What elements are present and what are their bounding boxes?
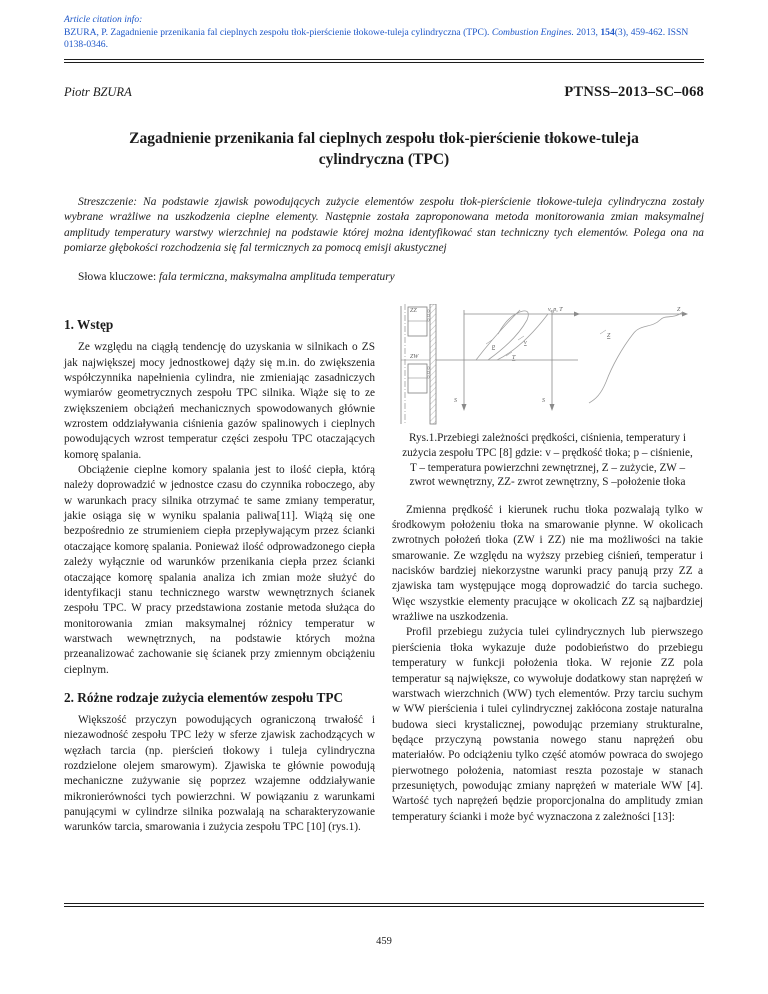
abstract-text: Na podstawie zjawisk powodujących zużycie elementów zespołu tłok-pierścienie tłokowe-tuleja cylindryczna zostały wybrane wrażliwe na uszkodzenia cieplne elementy. Następnie została zaproponowana metoda monitorowania zmian maksymalnej amplitudy temperatury warstwy wierzchniej na podstawie której można identyfikować stan techniczny tych elementów. Polega ona na pomiarze głębokości rozchodzenia się fal termicznych za pomocą emisji akustycznej: [64, 196, 704, 255]
author-row: [64, 84, 704, 101]
fig-label-p: p: [491, 344, 495, 351]
abstract-label: Streszczenie:: [78, 196, 138, 209]
citation-part2: 2013,: [573, 26, 601, 38]
citation-part3: (3), 459-462. ISSN 0138-0346.: [64, 26, 689, 51]
fig-label-s-right: S: [541, 398, 545, 405]
cylinder-section: [401, 304, 436, 424]
fig-label-z-axis: Z: [676, 307, 680, 314]
page-number: 459: [376, 936, 392, 947]
fig-label-vpt: v, p, T: [547, 307, 563, 314]
citation-label: Article citation info:: [64, 14, 143, 25]
citation-volume: 154: [600, 26, 615, 38]
abstract: [64, 195, 704, 256]
paragraph: Profil przebiegu zużycia tulei cylindrycznych lub pierwszego pierścienia tłoka wykazuje duże podobieństwo do przebiegu temperatury w funkcji położenia tłoka. W rejonie ZZ pola temperatur są największe, co wywołuje dodatkowy stan naprężeń w warstwach wierzchnich (WW) tych elementów. Przy tarciu suchym w WW pierścienia i tulei cylindrycznej zakłócona zostaje naturalna budowa sieci krystalicznej, powodując przemiany strukturalne, będące przyczyną powstania nowego stanu naprężeń obu materiałów. Po odciążeniu tylko część atomów powraca do swojego pierwotnego położenia, natomiast reszta pozostaje w stanach przesuniętych, powodując zmiany naprężeń w materiale WW [4]. Wartość tych naprężeń będzie proporcjonalna do amplitudy zmian temperatury ścianki i może być wyznaczona z zależności [13]:: [392, 626, 703, 823]
figure-1: [392, 304, 703, 426]
figure-1-diagram: [400, 304, 696, 426]
two-column-body: [64, 304, 704, 835]
citation-block: [64, 14, 704, 52]
citation-text: [64, 27, 688, 51]
keywords-text: fala termiczna, maksymalna amplituda temperatury: [156, 271, 395, 284]
keywords: [64, 271, 704, 283]
paragraph: Ze względu na ciągłą tendencję do uzyskania w silnikach o ZS jak największej mocy jednostkowej dąży się m.in. do zwiększenia współczynnika napełnienia cylindra, nie zmieniając zasadniczych wymiarów geometrycznych zespołu TPC silnika. Wiąże się to ze zwiększeniem obciążeń mechanicznych spowodowanych głównie wzrostem oddziaływania ciśnienia gazów spalinowych i cieplnych powodujących wzrost temperatur części zespołu TPC otaczających komorę spalania.: [64, 341, 375, 461]
citation-journal: Combustion Engines.: [491, 26, 574, 38]
paper-id: PTNSS–2013–SC–068: [564, 84, 704, 101]
figure-caption: Rys.1.Przebiegi zależności prędkości, ciśnienia, temperatury i zużycia zespołu TPC [8] gdzie: v – prędkość tłoka; p – ciśnienie, T – temperatura powierzchni zewnętrznej, Z – zużycie, ZW – zwrot wewnętrzny, ZZ- zwrot zewnętrzny, S –położenie tłoka: [402, 432, 693, 489]
fig-label-t: T: [511, 355, 515, 362]
page-content: [64, 14, 704, 836]
section-heading-1: 1. Wstęp: [64, 317, 114, 333]
fig-label-z-curve: Z: [606, 333, 610, 340]
citation-part1: BZURA, P. Zagadnienie przenikania fal cieplnych zespołu tłok-pierścienie tłokowe-tuleja cylindryczna (TPC).: [64, 26, 492, 38]
fig-label-v: v: [523, 340, 527, 347]
fig-label-zw: ZW: [409, 354, 418, 361]
section-heading-2: 2. Różne rodzaje zużycia elementów zespołu TPC: [64, 689, 344, 705]
right-column: [392, 304, 703, 835]
vpt-plot: [436, 310, 580, 411]
page-title: Zagadnienie przenikania fal cieplnych zespołu tłok-pierścienie tłokowe-tuleja cylindryczna (TPC): [129, 130, 639, 169]
footer-divider: [64, 903, 704, 907]
paragraph: Większość przyczyn powodujących ograniczoną trwałość i niezawodność zespołu TPC leży w sferze zjawisk zachodzących w węzłach tarcia (np. pierścień tłokowy i tuleja cylindryczna rozdzielone olejem smarowym). Zjawiska te głównie powodują mechaniczne zużywanie się poprzez wzajemne oddziaływanie mikronierówności tych powierzchni. W powiązaniu z warunkami panującymi w cylindrze silnika pozwalają na scharakteryzowanie warunków tarcia, smarowania i zużycia zespołu TPC [10] (rys.1).: [64, 713, 375, 834]
paragraph: Obciążenie cieplne komory spalania jest to ilość ciepła, którą należy doprowadzić w jednostce czasu do czynnika roboczego, aby w warunkach pracy silnika otrzymać te same zmiany temperatur, jakie osiąga się w wyniku spalania paliwa[11]. Wiążą się one bezpośrednio ze strumieniem ciepła przepływającym przez ścianki otaczające komorę spalania. Ponieważ ilość odprowadzonego ciepła zależy wyłącznie od warunków przenikania ciepła przez ścianki otaczające komorę spalania analiza ich zmian może służyć do identyfikacji stanu technicznego warstw wewnętrznych ścianek zespołu TPC. W pracy przedstawiona zostanie metoda służąca do monitorowania zmian maksymalnej różnicy temperatur w warstwach wewnętrznych, na podstawie których można przeanalizować zachowanie się ścianek przy zmiennym obciążeniu cieplnym.: [64, 464, 375, 676]
figure-labels: [410, 307, 681, 404]
author-name: Piotr BZURA: [64, 85, 132, 100]
fig-label-zz: ZZ: [409, 308, 417, 315]
z-plot: [549, 310, 688, 411]
fig-label-s-mid: S: [453, 398, 457, 405]
keywords-label: Słowa kluczowe:: [78, 271, 157, 284]
paragraph: Zmienna prędkość i kierunek ruchu tłoka pozwalają tylko w środkowym położeniu tłoka na smarowanie płynne. W okolicach zwrotnych położeń tłoka (ZW i ZZ) nie ma możliwości na takie smarowanie. Ze względu na wyższy przebieg ciśnień, temperatur i nacisków bardziej niekorzystne warunki pracy panują przy ZZ a zjawiska tam występujące mogą doprowadzić do tarcia suchego. Więc wszystkie elementy pracujące w okolicach ZZ są najbardziej wrażliwe na uszkodzenia.: [392, 503, 703, 624]
header-divider: [64, 59, 704, 63]
left-column: [64, 304, 375, 835]
